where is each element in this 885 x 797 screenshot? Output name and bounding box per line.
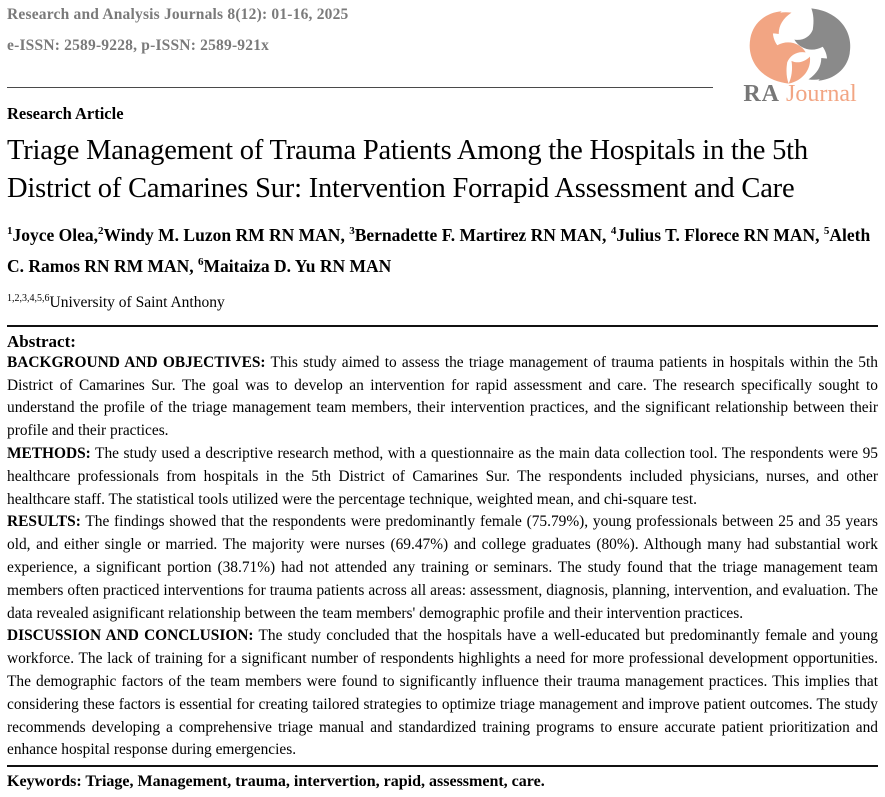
abstract-section-label: METHODS: bbox=[7, 445, 91, 462]
logo-wordmark bbox=[724, 83, 876, 105]
abstract-top-divider bbox=[7, 325, 878, 327]
author-superscript: 5 bbox=[823, 225, 830, 237]
abstract-sections bbox=[7, 352, 878, 762]
author-superscript: 2 bbox=[98, 225, 104, 237]
keywords-divider bbox=[7, 765, 878, 767]
journal-issn: e-ISSN: 2589-9228, p-ISSN: 2589-921x bbox=[7, 37, 270, 54]
author-superscript: 4 bbox=[610, 225, 617, 237]
logo-text-journal: Journal bbox=[786, 81, 857, 107]
abstract-section-label: RESULTS: bbox=[7, 513, 81, 531]
header-divider bbox=[7, 87, 713, 88]
abstract-paragraph: BACKGROUND AND OBJECTIVES: This study aimed to assess the triage management of trauma patients in hospitals within the 5th District of Camarines Sur. The goal was to develop an intervention for rapid assessment and care. The research specifically sought to understand the profile of the triage management team members, their intervention practices, and the significant relationship between their profile and their practices. bbox=[7, 353, 878, 440]
journal-name: Research and Analysis Journals 8(12): 01-16, 2025 bbox=[7, 6, 349, 23]
abstract-paragraph: RESULTS: The findings showed that the respondents were predominantly female (75.79%), young professionals between 25 and 35 years old, and either single or married. The majority were nurses (69.47%) and college graduates (80%). Although many had substantial work experience, a significant portion (38.71%) had not attended any training or seminars. The study found that the triage management team members often practiced interventions for trauma patients across all areas: assessment, diagnosis, planning, intervention, and evaluation. The data revealed asignificant relationship between the team members' demographic profile and their intervention practices. bbox=[7, 513, 878, 622]
author-superscript: 1 bbox=[7, 225, 13, 237]
abstract-section-label: DISCUSSION AND CONCLUSION: bbox=[7, 627, 254, 645]
keywords-line bbox=[7, 771, 878, 793]
masthead bbox=[7, 6, 878, 107]
affiliation-text: University of Saint Anthony bbox=[49, 293, 225, 311]
logo-text-ra: RA bbox=[743, 81, 780, 107]
author-superscript: 6 bbox=[198, 255, 204, 268]
journal-logo bbox=[724, 7, 876, 105]
article-type-label: Research Article bbox=[7, 104, 124, 123]
author-list: $^1$Joyce Olea,$^2$Windy M. Luzon RM RN MAN, $^3$Bernadette F. Martirez RN MAN, $^4$Julius T. Florece RN MAN, $^5$Aleth C. Ramos RN RM MAN, $^6$Maitaiza D. Yu RN MAN bbox=[7, 224, 871, 276]
keywords-text: Triage, Management, trauma, intervertion, rapid, assessment, care. bbox=[85, 773, 545, 791]
abstract-heading: Abstract: bbox=[7, 331, 76, 351]
abstract-section-label: BACKGROUND AND OBJECTIVES: bbox=[7, 353, 266, 371]
affiliation bbox=[7, 293, 878, 312]
affiliation-superscript: 1,2,3,4,5,6 bbox=[7, 292, 50, 304]
abstract-paragraph: METHODS: The study used a descriptive research method, with a questionnaire as the main data collection tool. The respondents were 95 healthcare professionals from hospitals in the 5th District of Camarines Sur. The respondents included physicians, nurses, and other healthcare staff. The statistical tools utilized were the percentage technique, weighted mean, and chi-square test. bbox=[7, 445, 878, 508]
abstract-paragraph: DISCUSSION AND CONCLUSION: The study concluded that the hospitals have a well-educated but predominantly female and young workforce. The lack of training for a significant number of respondents highlights a need for more professional development opportunities. The demographic factors of the team members were found to significantly influence their trauma management practices. This implies that considering these factors is essential for creating tailored strategies to optimize triage management and improve patient outcomes. The study recommends developing a comprehensive triage manual and standardized training programs to ensure accurate patient prioritization and enhance hospital response during emergencies. bbox=[7, 627, 878, 759]
keywords-label: Keywords: bbox=[7, 773, 82, 791]
author-superscript: 3 bbox=[349, 225, 355, 237]
article-title: Triage Management of Trauma Patients Among the Hospitals in the 5th District of Camarines Sur: Intervention Forrapid Assessment and Care bbox=[7, 135, 808, 204]
logo-leaves-icon bbox=[726, 7, 874, 85]
